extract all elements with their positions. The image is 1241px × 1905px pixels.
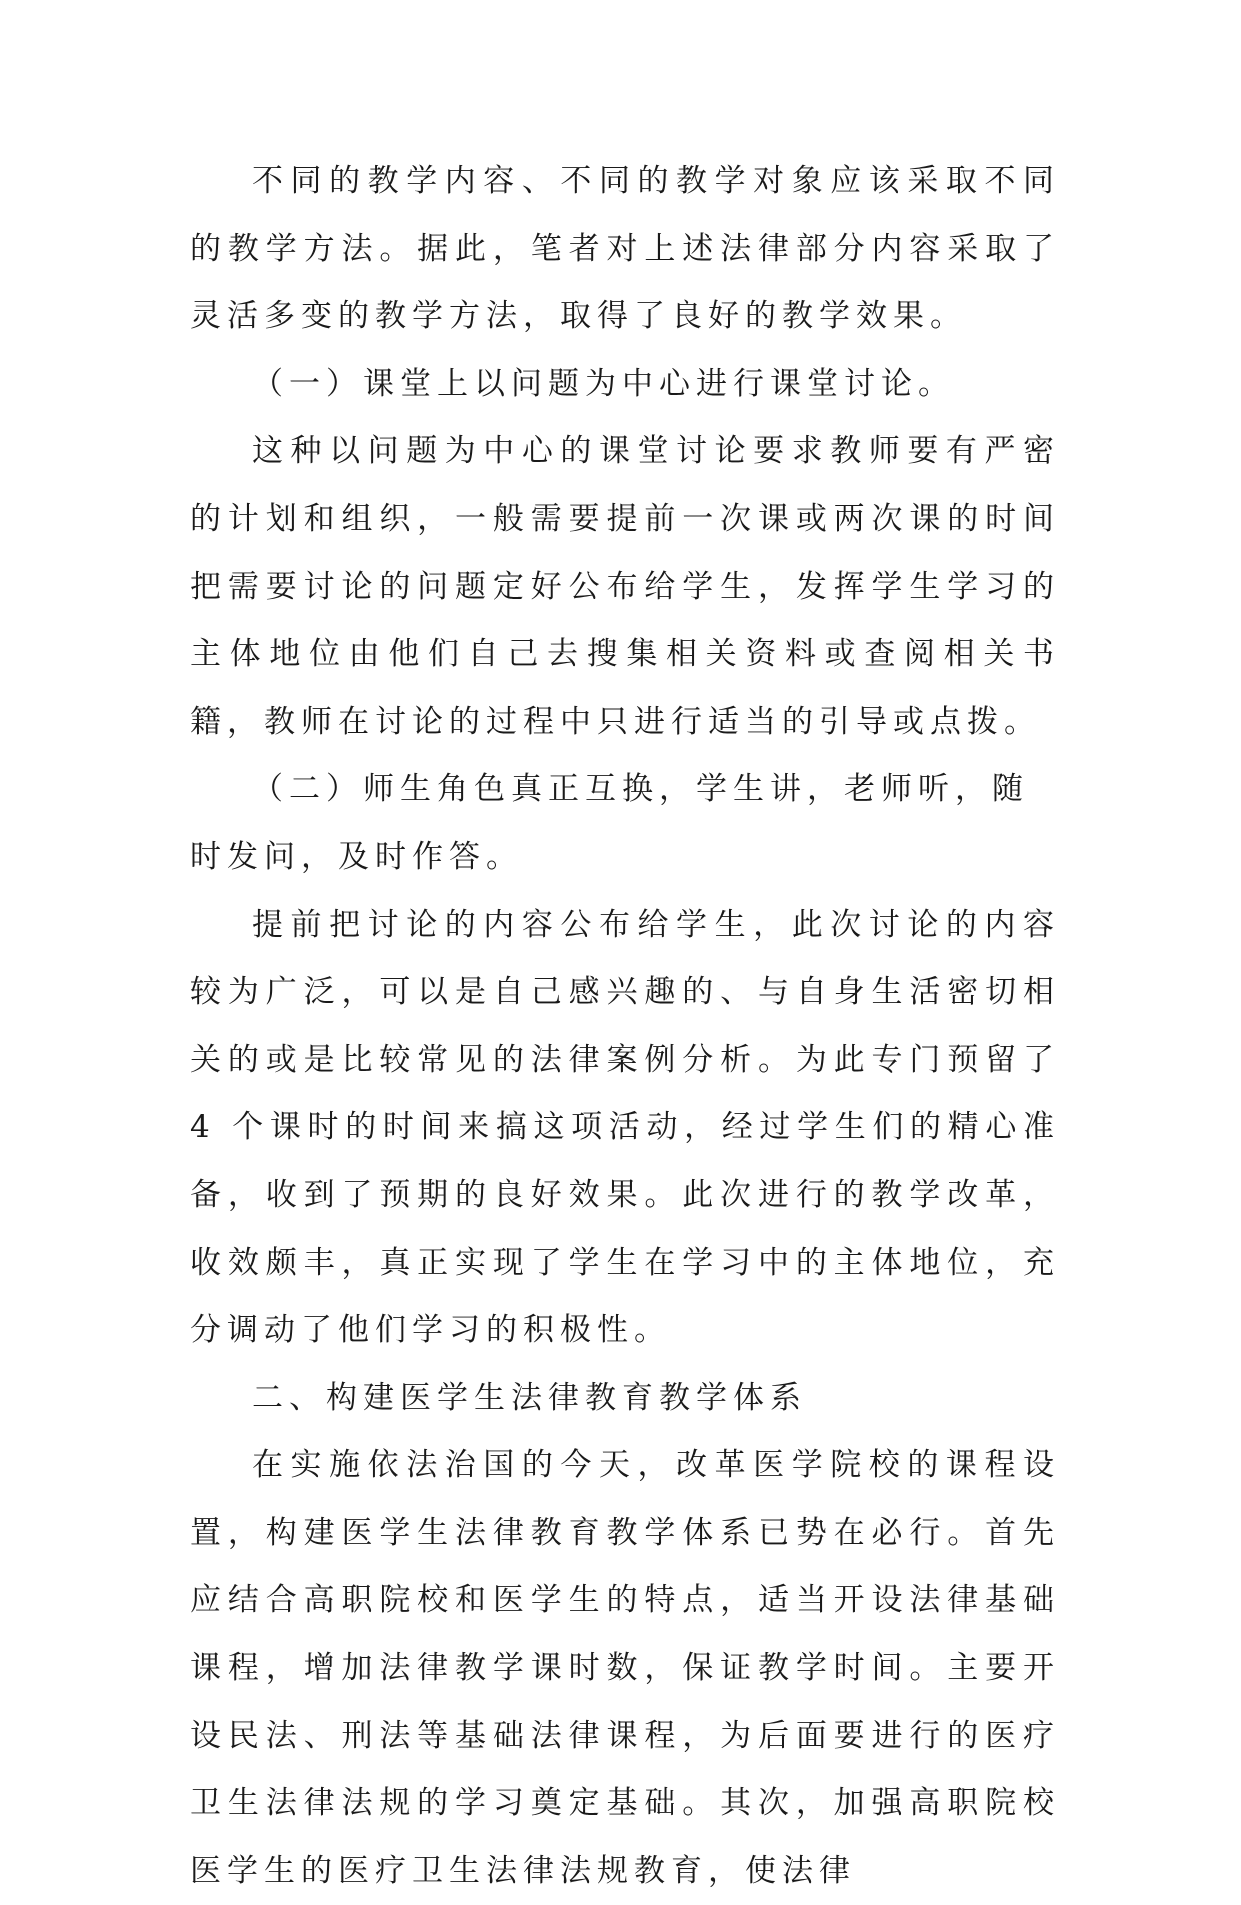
paragraph-curriculum-reform: 在实施依法治国的今天，改革医学院校的课程设置，构建医学生法律教育教学体系已势在必行。首先应结合高职院校和医学生的特点，适当开设法律基础课程，增加法律教学课时数，保证教学时间。主要开设民法、刑法等基础法律课程，为后面要进行的医疗卫生法律法规的学习奠定基础。其次，加强高职院校医学生的医疗卫生法律法规教育，使法律 — [190, 1447, 1060, 1889]
paragraph-case-analysis: 提前把讨论的内容公布给学生，此次讨论的内容较为广泛，可以是自己感兴趣的、与自身生活密切相关的或是比较常见的法律案例分析。为此专门预留了 4 个课时的时间来搞这项活动，经过学生们的精心准备，收到了预期的良好效果。此次进行的教学改革，收效颇丰，真正实现了学生在学习中的主体地位，充分调动了他们学习的积极性。 — [190, 906, 1060, 1349]
document-body — [190, 148, 1060, 1905]
subheading-role-exchange: （二）师生角色真正互换，学生讲，老师听，随时发问，及时作答。 — [190, 771, 1029, 875]
section-heading-legal-education-system: 二、构建医学生法律教育教学体系 — [252, 1379, 807, 1416]
paragraph-discussion-organization: 这种以问题为中心的课堂讨论要求教师要有严密的计划和组织，一般需要提前一次课或两次课的时间把需要讨论的问题定好公布给学生，发挥学生学习的主体地位由他们自己去搜集相关资料或查阅相关书籍，教师在讨论的过程中只进行适当的引导或点拨。 — [190, 433, 1060, 740]
subheading-classroom-discussion: （一）课堂上以问题为中心进行课堂讨论。 — [252, 365, 955, 402]
paragraph-teaching-methods: 不同的教学内容、不同的教学对象应该采取不同的教学方法。据此，笔者对上述法律部分内容采取了灵活多变的教学方法，取得了良好的教学效果。 — [190, 163, 1060, 335]
